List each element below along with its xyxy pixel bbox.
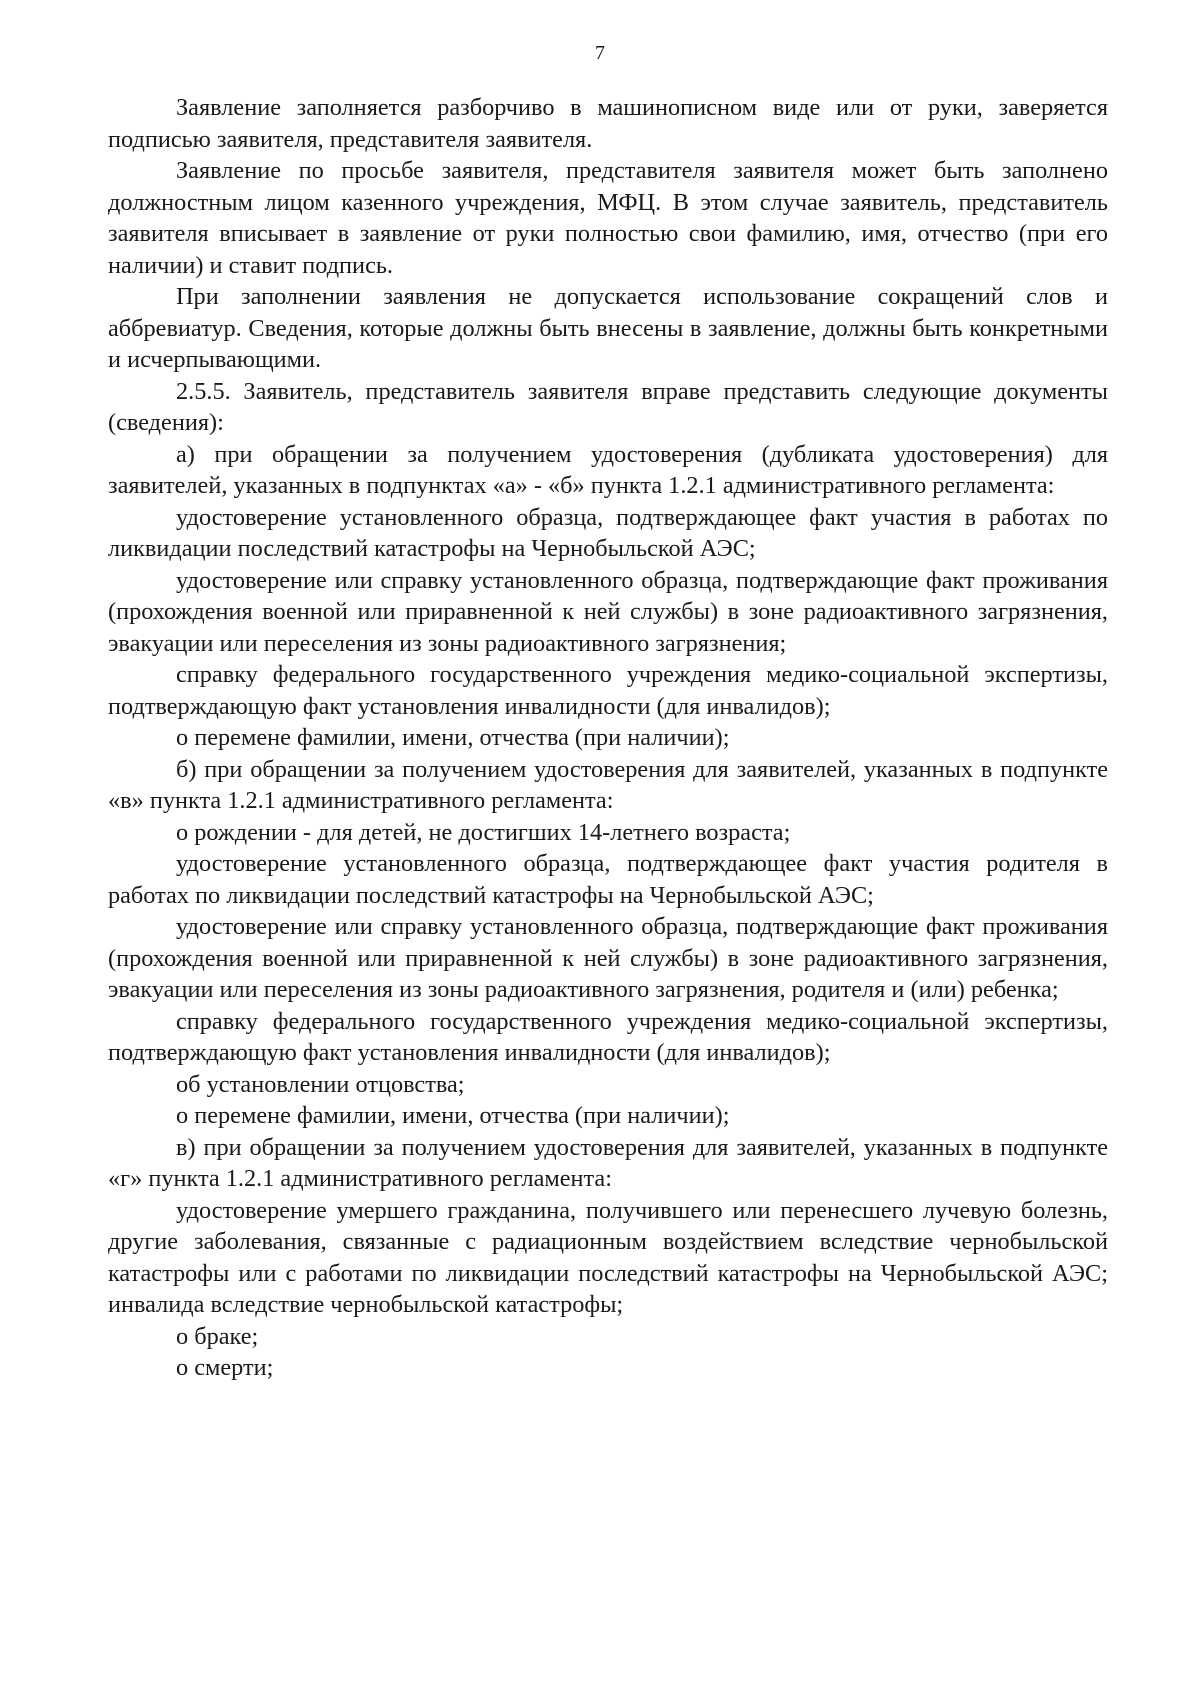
paragraph: о перемене фамилии, имени, отчества (при наличии); <box>176 724 730 751</box>
paragraph: При заполнении заявления не допускается использование сокращений слов и аббревиатур. Сведения, которые должны быть внесены в заявление, должны быть конкретными и исчерпывающими. <box>108 283 1108 373</box>
paragraph: в) при обращении за получением удостоверения для заявителей, указанных в подпункте «г» пункта 1.2.1 административного регламента: <box>108 1133 1108 1192</box>
paragraph: а) при обращении за получением удостоверения (дубликата удостоверения) для заявителей, указанных в подпунктах «а» - «б» пункта 1.2.1 административного регламента: <box>108 440 1108 499</box>
page-number: 7 <box>595 42 605 64</box>
paragraph: удостоверение установленного образца, подтверждающее факт участия родителя в работах по ликвидации последствий катастрофы на Чернобыльской АЭС; <box>108 850 1108 909</box>
paragraph: удостоверение умершего гражданина, получившего или перенесшего лучевую болезнь, другие заболевания, связанные с радиационным воздействием вследствие чернобыльской катастрофы или с работами по ликвидации последствий катастрофы на Чернобыльской АЭС; инвалида вследствие чернобыльской катастрофы; <box>108 1196 1108 1318</box>
paragraph: Заявление по просьбе заявителя, представителя заявителя может быть заполнено должностным лицом казенного учреждения, МФЦ. В этом случае заявитель, представитель заявителя вписывает в заявление от руки полностью свои фамилию, имя, отчество (при его наличии) и ставит подпись. <box>108 157 1108 279</box>
document-body <box>108 92 1108 1384</box>
paragraph: о рождении - для детей, не достигших 14-летнего возраста; <box>176 818 791 846</box>
paragraph: справку федерального государственного учреждения медико-социальной экспертизы, подтверждающую факт установления инвалидности (для инвалидов); <box>108 1007 1108 1066</box>
paragraph: б) при обращении за получением удостоверения для заявителей, указанных в подпункте «в» пункта 1.2.1 административного регламента: <box>108 755 1108 814</box>
paragraph: удостоверение установленного образца, подтверждающее факт участия в работах по ликвидации последствий катастрофы на Чернобыльской АЭС; <box>108 503 1108 562</box>
paragraph: удостоверение или справку установленного образца, подтверждающие факт проживания (прохождения военной или приравненной к ней службы) в зоне радиоактивного загрязнения, эвакуации или переселения из зоны радиоактивного загрязнения, родителя и (или) ребенка; <box>108 913 1108 1003</box>
paragraph: об установлении отцовства; <box>176 1070 465 1098</box>
paragraph: справку федерального государственного учреждения медико-социальной экспертизы, подтверждающую факт установления инвалидности (для инвалидов); <box>108 661 1108 720</box>
paragraph: о браке; <box>176 1322 259 1350</box>
paragraph: удостоверение или справку установленного образца, подтверждающие факт проживания (прохождения военной или приравненной к ней службы) в зоне радиоактивного загрязнения, эвакуации или переселения из зоны радиоактивного загрязнения; <box>108 566 1108 657</box>
paragraph: о смерти; <box>176 1354 274 1381</box>
paragraph: Заявление заполняется разборчиво в машинописном виде или от руки, заверяется подписью заявителя, представителя заявителя. <box>108 94 1108 153</box>
paragraph: 2.5.5. Заявитель, представитель заявителя вправе представить следующие документы (сведения): <box>108 377 1108 436</box>
paragraph: о перемене фамилии, имени, отчества (при наличии); <box>176 1102 730 1129</box>
